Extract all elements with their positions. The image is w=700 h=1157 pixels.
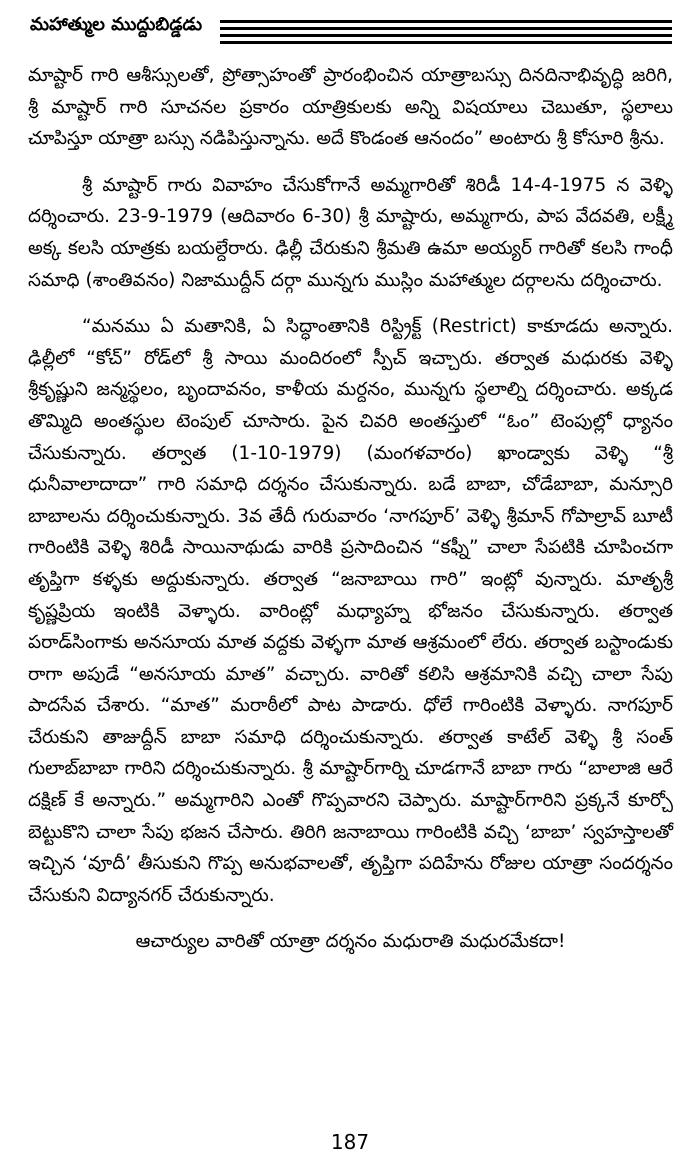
header-rule — [220, 34, 672, 37]
page-number: 187 — [330, 1130, 370, 1154]
page-header — [0, 0, 700, 55]
header-rules — [220, 20, 672, 48]
running-title: మహాత్ముల ముద్దుబిడ్డడు — [30, 14, 203, 35]
closing-line: ఆచార్యుల వారితో యాత్రా దర్శనం మధురాతి మధురమేకదా! — [135, 931, 566, 953]
header-rule — [220, 27, 672, 30]
header-rule — [220, 41, 672, 44]
paragraph-marriage-trip: శ్రీ మాష్టార్ గారు వివాహం చేసుకోగానే అమ్మగారితో శిరిడీ 14-4-1975 న వెళ్ళి దర్శించారు. 23-9-1979 (ఆదివారం 6-30) శ్రీ మాష్టారు, అమ్మగారు, పాప వేదవతి, లక్ష్మీ అక్క కలసి యాత్రకు బయల్దేరారు. ఢిల్లీ చేరుకుని శ్రీమతి ఉమా అయ్యర్ గారితో కలసి గాంధీ సమాధి (శాంతివనం) నిజాముద్దీన్ దర్గా మున్నగు ముస్లిం మహాత్ముల దర్గాలను దర్శించారు. — [28, 174, 673, 291]
body-text — [28, 60, 673, 973]
paragraph-continuation: మాష్టార్ గారి ఆశీస్సులతో, ప్రోత్సాహంతో ప్రారంభించిన యాత్రాబస్సు దినదినాభివృద్ధి జరిగి, శ్రీ మాష్టార్ గారి సూచనల ప్రకారం యాత్రికులకు అన్ని విషయాలు చెబుతూ, స్థలాలు చూపిస్తూ యాత్రా బస్సు నడిపిస్తున్నాను. అదే కొండంత ఆనందం” అంటారు శ్రీ కోసూరి శ్రీను. — [28, 65, 673, 150]
header-rule — [220, 20, 672, 23]
paragraph-pilgrimage: “మనము ఏ మతానికి, ఏ సిద్ధాంతానికి రిస్ట్రిక్ట్ (Restrict) కాకూడదు అన్నారు. ఢిల్లీలో “కోచ్” రోడ్‌లో శ్రీ సాయి మందిరంలో స్పీచ్ ఇచ్చారు. తర్వాత మధురకు వెళ్ళి శ్రీకృష్ణుని జన్మస్థలం, బృందావనం, కాళీయ మర్దనం, మున్నగు స్థలాల్ని దర్శించారు. అక్కడ తొమ్మిది అంతస్థుల టెంపుల్ చూసారు. పైన చివరి అంతస్తులో “ఓం” టెంపుల్లో ధ్యానం చేసుకున్నారు. తర్వాత (1-10-1979) (మంగళవారం) ఖాండ్వాకు వెళ్ళి “శ్రీ ధునీవాలాదాదా” గారి సమాధి దర్శనం చేసుకున్నారు. బడే బాబా, చోడేబాబా, మన్సూరి బాబాలను దర్శించుకున్నారు. 3వ తేదీ గురువారం ‘నాగపూర్’ వెళ్ళి శ్రీమాన్ గోపాల్రావ్ బూటీ గారింటికి వెళ్ళి శిరిడీ సాయినాథుడు వారికి ప్రసాదించిన “కఫ్నీ” చాలా సేపటికి చూపించగా తృప్తిగా కళ్ళకు అద్దుకున్నారు. తర్వాత “జనాబాయి గారి” ఇంట్లో వున్నారు. మాతృశ్రీ కృష్ణప్రియ ఇంటికి వెళ్ళారు. వారింట్లో మధ్యాహ్న భోజనం చేసుకున్నారు. తర్వాత పరాడ్‌సింగాకు అనసూయ మాత వద్దకు వెళ్ళగా మాత ఆశ్రమంలో లేరు. తర్వాత బస్టాండుకు రాగా అపుడే “అనసూయ మాత” వచ్చారు. వారితో కలిసి ఆశ్రమానికి వచ్చి చాలా సేపు పాదసేవ చేశారు. “మాత” మరాఠీలో పాట పాడారు. ధోలే గారింటికి వెళ్ళారు. నాగపూర్ చేరుకుని తాజుద్దీన్ బాబా సమాధి దర్శించుకున్నారు. తర్వాత కాటేల్ వెళ్ళి శ్రీ సంత్ గులాబ్‌బాబా గారిని దర్శించుకున్నారు. శ్రీ మాష్టార్‌గార్ని చూడగానే బాబా గారు “బాలాజి ఆరే దక్షిణ్ కే అన్నారు.” అమ్మగారిని ఎంతో గొప్పవారని చెప్పారు. మాష్టార్‌గారిని ప్రక్కనే కూర్చో బెట్టుకొని చాలా సేపు భజన చేసారు. తిరిగి జనాబాయి గారింటికి వచ్చి ‘బాబా’ స్వహస్తాలతో ఇచ్చిన ‘వూదీ’ తీసుకుని గొప్ప అనుభవాలతో, తృప్తిగా పదిహేను రోజుల యాత్రా సందర్శనం చేసుకుని విద్యానగర్ చేరుకున్నారు. — [28, 316, 673, 906]
